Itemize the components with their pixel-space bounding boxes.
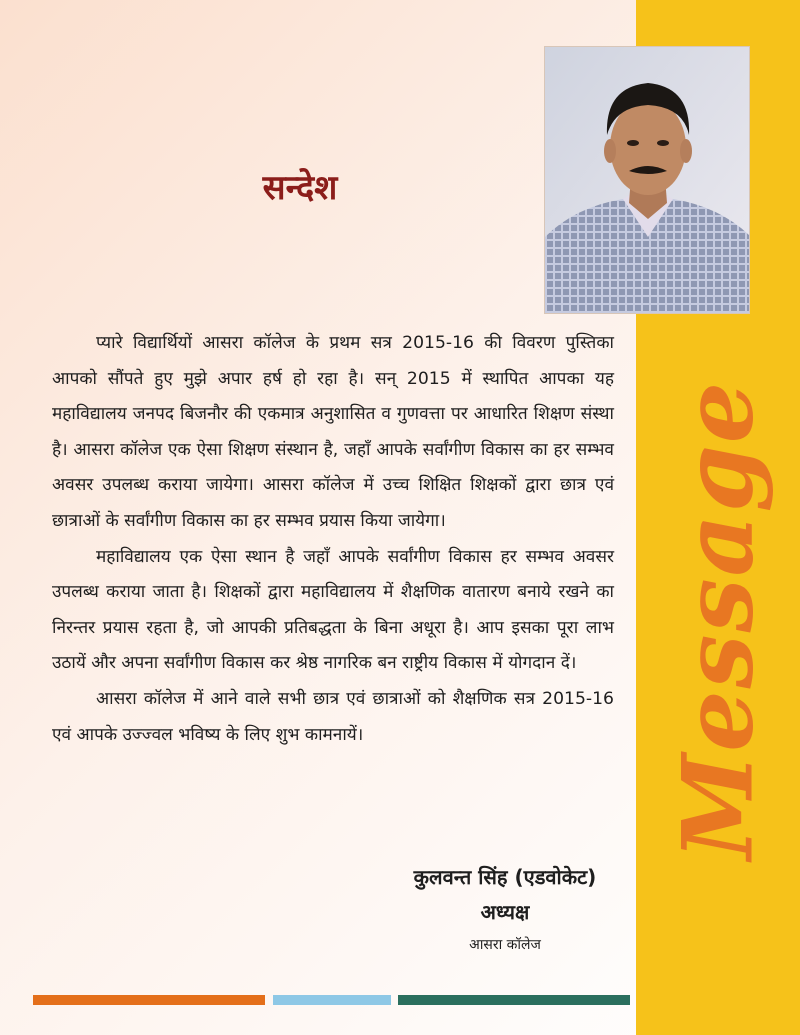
signatory-name: कुलवन्त सिंह (एडवोकेट) [413, 865, 597, 889]
college-name: आसरा कॉलेज [469, 937, 541, 953]
side-title: Message [661, 380, 775, 860]
portrait-photo [544, 46, 750, 314]
paragraph: महाविद्यालय एक ऐसा स्थान है जहाँ आपके सर्वांगीण विकास हर सम्भव अवसर उपलब्ध कराया जाता है। शिक्षकों द्वारा महाविद्यालय में शैक्षणिक वातारण बनाये रखने का निरन्तर प्रयास रहता है, जो आपकी प्रतिबद्धता के बिना अधूरा है। आप इसका पूरा लाभ उठायें और अपना सर्वांगीण विकास कर श्रेष्ठ नागरिक बन राष्ट्रीय विकास में योगदान दें। [52, 546, 614, 674]
paragraph: आसरा कॉलेज में आने वाले सभी छात्र एवं छात्राओं को शैक्षणिक सत्र 2015-16 एवं आपके उज्ज्वल भविष्य के लिए शुभ कामनायें। [52, 688, 614, 745]
paragraph: प्यारे विद्यार्थियों आसरा कॉलेज के प्रथम सत्र 2015-16 की विवरण पुस्तिका आपको सौंपते हुए मुझे अपार हर्ष हो रहा है। सन् 2015 में स्थापित आपका यह महाविद्यालय जनपद बिजनौर की एकमात्र अनुशासित व गुणवत्ता पर आधारित शिक्षण संस्था है। आसरा कॉलेज एक ऐसा शिक्षण संस्थान है, जहाँ आपके सर्वांगीण विकास का हर सम्भव अवसर उपलब्ध कराया जायेगा। आसरा कॉलेज में उच्च शिक्षित शिक्षकों द्वारा छात्र एवं छात्राओं के सर्वांगीण विकास का हर सम्भव प्रयास किया जायेगा। [52, 333, 614, 531]
page-title: सन्देश [262, 168, 338, 208]
decorative-bar-blue [273, 995, 391, 1005]
signatory-designation: अध्यक्ष [480, 900, 530, 924]
decorative-bar-green [398, 995, 630, 1005]
signature-block [380, 860, 630, 960]
decorative-bar-orange [33, 995, 265, 1005]
message-body [52, 326, 614, 753]
person-portrait-icon [545, 47, 750, 314]
